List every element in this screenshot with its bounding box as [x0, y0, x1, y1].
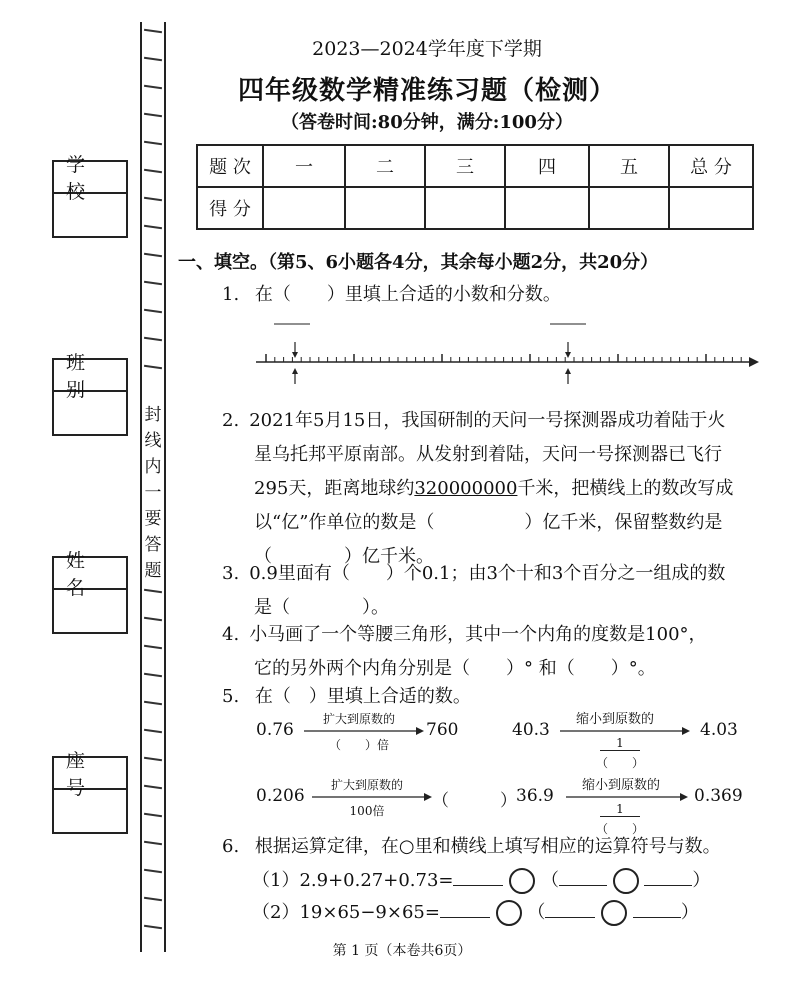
seal-line-notice [142, 402, 164, 584]
term-title: 2023—2024学年度下学期 [312, 38, 542, 60]
seal-char: 要 [144, 509, 162, 529]
score-cell[interactable] [425, 187, 505, 229]
seat-label: 座 号 [54, 758, 126, 790]
binding-hatch [144, 673, 162, 677]
q5-item-c-top: 扩大到原数的 [330, 778, 403, 792]
q5-item-b-top: 缩小到原数的 [575, 712, 654, 727]
score-header-cell: 四 [505, 145, 589, 187]
binding-hatch [144, 309, 162, 313]
question-text: 千米，把横线上的数改写成 [517, 478, 734, 499]
question-text: 0.9里面有（ ）个0.1；由3个十和3个百分之一组成的数 [249, 563, 726, 584]
q5-item-d-frac-num: 1 [600, 802, 640, 817]
binding-hatch [144, 141, 162, 145]
expression: （1）2.9+0.27+0.73= [252, 870, 454, 891]
question-6-part-1: （1）2.9+0.27+0.73= （ ） [252, 864, 710, 898]
binding-hatch [144, 365, 162, 369]
question-number: 2. [222, 410, 240, 431]
name-box [52, 550, 128, 634]
q5-item-b-frac-den[interactable]: （ ） [595, 756, 644, 770]
question-text: 在（ ）里填上合适的数。 [254, 686, 471, 707]
q5-item-c-bottom: 100倍 [349, 804, 385, 818]
operator-circle[interactable] [496, 900, 522, 926]
question-5 [222, 680, 471, 714]
question-2 [222, 404, 733, 574]
score-table [196, 144, 754, 230]
underlined-number: 320000000 [414, 478, 518, 499]
binding-hatch [144, 897, 162, 901]
binding-hatch [144, 281, 162, 285]
question-number: 1. [222, 284, 240, 305]
score-table-header-row [197, 145, 753, 187]
binding-hatch [144, 197, 162, 201]
answer-blank[interactable] [453, 885, 503, 886]
page-footer: 第 1 页（本卷共6页） [332, 943, 472, 959]
class-label: 班 别 [54, 360, 126, 392]
binding-hatch [144, 253, 162, 257]
answer-blank[interactable] [559, 885, 607, 886]
binding-hatch [144, 701, 162, 705]
question-text: 小马画了一个等腰三角形，其中一个内角的度数是100°， [249, 624, 707, 645]
binding-hatch [144, 757, 162, 761]
right-arrow-icon [304, 726, 424, 736]
score-row-label: 得 分 [197, 187, 263, 229]
binding-hatch [144, 337, 162, 341]
q5-item-d-top: 缩小到原数的 [581, 778, 660, 793]
score-cell[interactable] [669, 187, 753, 229]
score-header-cell: 三 [425, 145, 505, 187]
seat-box [52, 750, 128, 834]
section-heading: 一、填空。（第5、6小题各4分，其余每小题2分，共20分） [178, 252, 659, 273]
answer-blank[interactable] [644, 885, 692, 886]
binding-hatch [144, 925, 162, 929]
seal-char: 线 [144, 431, 162, 451]
score-cell[interactable] [589, 187, 669, 229]
q5-item-d-frac-den[interactable]: （ ） [595, 822, 644, 836]
operator-circle[interactable] [509, 868, 535, 894]
arrow-head-icon [749, 357, 759, 367]
binding-hatch [144, 785, 162, 789]
exam-info: （答卷时间:80分钟，满分:100分） [281, 112, 573, 133]
q5-item-d-right: 0.369 [694, 786, 743, 806]
question-number: 4. [222, 624, 240, 645]
expression: （2）19×65−9×65= [252, 902, 440, 923]
binding-hatch [144, 645, 162, 649]
binding-hatch [144, 225, 162, 229]
question-text: 在（ ）里填上合适的小数和分数。 [254, 284, 561, 305]
question-text: 2021年5月15日，我国研制的天问一号探测器成功着陆于火 [249, 410, 726, 431]
number-line [244, 302, 764, 402]
question-text: 以“亿”作单位的数是（ ）亿千米，保留整数约是 [254, 512, 723, 533]
question-4 [222, 618, 707, 686]
answer-blank[interactable] [440, 917, 490, 918]
score-header-cell: 题 次 [197, 145, 263, 187]
q5-item-a-bottom[interactable]: （ ）倍 [328, 738, 389, 752]
binding-hatch [144, 813, 162, 817]
binding-line-right [164, 22, 166, 952]
school-label: 学 校 [54, 162, 126, 194]
page-title: 四年级数学精准练习题（检测） [237, 76, 616, 106]
question-text: （ ）亿千米。 [254, 546, 434, 567]
q5-item-c-left: 0.206 [256, 786, 305, 806]
q5-item-b-right: 4.03 [700, 720, 738, 740]
seal-char: 内 [144, 457, 162, 477]
q5-item-a-top: 扩大到原数的 [322, 712, 395, 726]
operator-circle[interactable] [613, 868, 639, 894]
score-cell[interactable] [263, 187, 345, 229]
seal-char: 封 [144, 405, 162, 425]
question-text: 根据运算定律，在○里和横线上填写相应的运算符号与数。 [254, 836, 721, 857]
question-number: 5. [222, 686, 240, 707]
question-number: 6. [222, 836, 240, 857]
question-text: 它的另外两个内角分别是（ ）° 和（ ）°。 [254, 658, 656, 679]
binding-hatch [144, 617, 162, 621]
q5-item-c-right[interactable]: （ ） [432, 791, 517, 811]
binding-hatch [144, 29, 162, 33]
score-header-cell: 一 [263, 145, 345, 187]
operator-circle[interactable] [601, 900, 627, 926]
question-3 [222, 557, 725, 625]
binding-hatch [144, 841, 162, 845]
binding-hatch [144, 169, 162, 173]
question-6 [222, 830, 721, 864]
q5-item-b-left: 40.3 [512, 720, 550, 740]
score-table-score-row [197, 187, 753, 229]
right-arrow-icon [312, 792, 432, 802]
score-header-cell: 五 [589, 145, 669, 187]
q5-item-d-left: 36.9 [516, 786, 554, 806]
class-box [52, 352, 128, 436]
score-cell[interactable] [505, 187, 589, 229]
question-text: 295天，距离地球约 [254, 478, 415, 499]
seal-char: 题 [144, 561, 162, 581]
binding-hatch [144, 589, 162, 593]
score-header-cell: 总 分 [669, 145, 753, 187]
q5-item-b-frac-num: 1 [600, 736, 640, 751]
seal-char: 答 [144, 535, 162, 555]
question-6-part-2: （2）19×65−9×65= （ ） [252, 896, 699, 930]
question-number: 3. [222, 563, 240, 584]
score-cell[interactable] [345, 187, 425, 229]
right-arrow-icon [560, 726, 690, 736]
name-label: 姓 名 [54, 558, 126, 590]
seal-char: 一 [144, 483, 162, 503]
question-text: 是（ ）。 [254, 597, 389, 618]
binding-hatch [144, 729, 162, 733]
right-arrow-icon [566, 792, 688, 802]
answer-blank[interactable] [545, 917, 595, 918]
q5-item-a-left: 0.76 [256, 720, 294, 740]
score-header-cell: 二 [345, 145, 425, 187]
answer-blank[interactable] [633, 917, 681, 918]
question-text: 星乌托邦平原南部。从发射到着陆，天问一号探测器已飞行 [254, 444, 722, 465]
binding-hatch [144, 869, 162, 873]
school-box [52, 154, 128, 238]
q5-item-a-right: 760 [426, 720, 459, 740]
